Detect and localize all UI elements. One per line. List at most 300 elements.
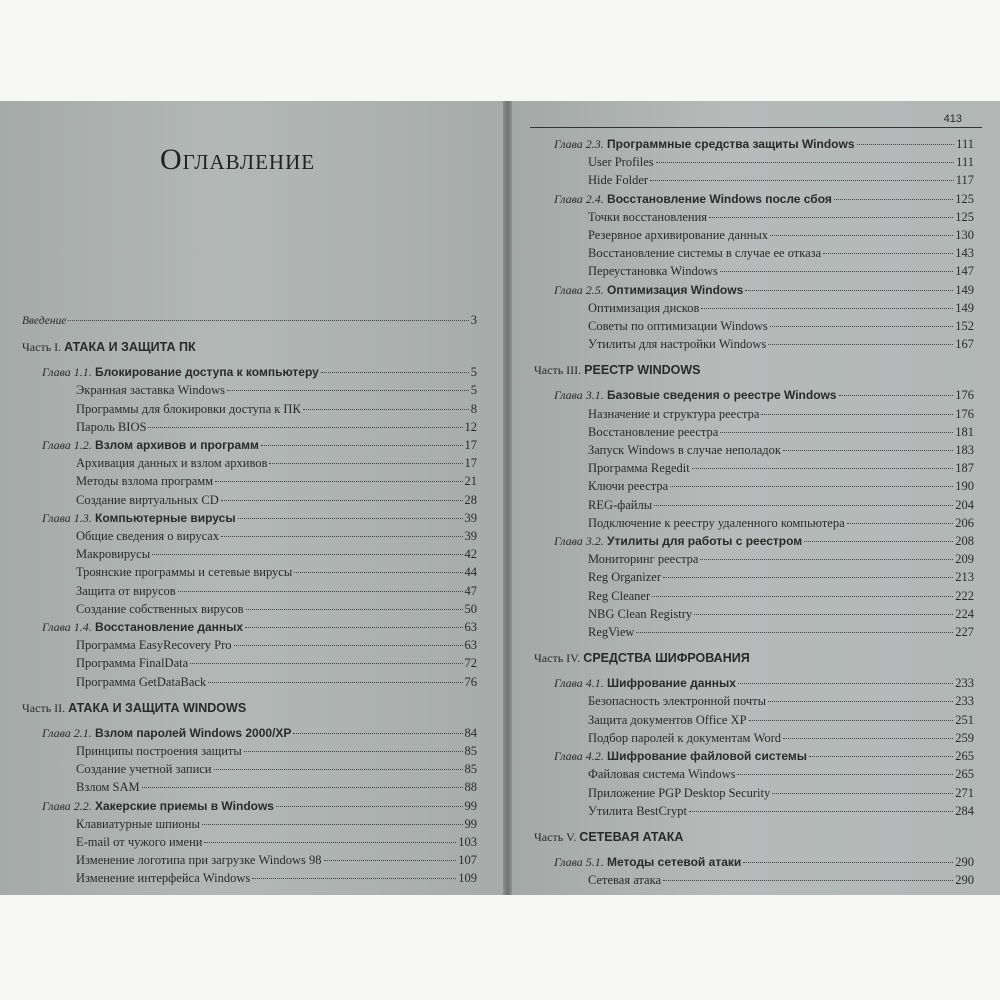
toc-page-number: 99 [464,798,477,813]
toc-entry-title: Создание учетной записи [76,762,212,777]
toc-page-number: 143 [955,246,974,261]
toc-chapter-row [534,674,974,692]
toc-page-number: 204 [955,497,974,512]
toc-page-number: 103 [458,835,477,850]
toc-sec-row [22,673,477,691]
toc-entry-title: Введение [22,315,67,327]
toc-entry-title: Reg Cleaner [588,588,651,603]
toc-page-number: 50 [464,601,477,616]
toc-sec-row [22,869,477,887]
toc-entry-title: Подключение к реестру удаленного компьютера [588,515,845,530]
toc-page-number: 125 [955,191,974,206]
toc-entry-title: Hide Folder [588,173,649,188]
dot-leader [770,235,953,236]
chapter-title: Программные средства защиты Windows [603,137,855,151]
chapter-title: Блокирование доступа к компьютеру [91,365,319,380]
toc-entry-title: Приложение PGP Desktop Security [588,785,771,800]
toc-sec-row [534,171,974,189]
toc-entry-title: Файловая система Windows [588,767,736,782]
toc-page-number: 63 [464,620,477,635]
toc-page-number: 149 [955,282,974,297]
toc-entry-title: Безопасность электронной почты [588,694,767,709]
chapter-label: Глава 1.2. [42,438,92,453]
dot-leader [720,271,953,272]
toc-page-number: 251 [955,712,974,727]
toc-page-number: 42 [464,547,477,562]
toc-page-number: 206 [955,515,974,530]
toc-page-number: 44 [464,565,477,580]
toc-page-number: 76 [464,674,477,689]
chapter-title: Базовые сведения о реестре Windows [603,388,837,403]
toc-page-number: 3 [470,313,477,327]
toc-page-number: 117 [955,173,974,188]
toc-entry-title: Точки восстановления [588,209,708,224]
toc-entry-title [42,436,259,454]
toc-sec-row [22,545,477,563]
dot-leader [321,372,469,373]
toc-chapter-row [22,724,477,742]
dot-leader [745,290,953,291]
dot-leader [227,390,469,391]
toc-chapter-row [22,436,477,454]
chapter-label: Глава 1.1. [42,365,92,380]
toc-entry-title: Подбор паролей к документам Word [588,730,782,745]
toc-entry-title [42,509,236,527]
toc-sec-row [22,742,477,760]
toc-entry-title: Программа EasyRecovery Pro [76,638,232,653]
toc-page-number: 224 [955,606,974,621]
chapter-label: Глава 1.3. [42,510,92,525]
toc-chapter-row [22,797,477,815]
dot-leader [234,645,463,646]
toc-entry-title: Утилиты для настройки Windows [588,337,767,352]
toc-entry-title [42,618,243,636]
toc-entry-title: Взлом SAM [76,780,140,795]
dot-leader [700,559,953,560]
toc-sec-row [22,472,477,490]
chapter-title: Компьютерные вирусы [91,510,236,525]
toc-entry-title: Оптимизация дисков [588,300,700,315]
dot-leader [663,577,953,578]
toc-sec-row [22,454,477,472]
toc-sec-row [22,418,477,436]
toc-entry-title: REG-файлы [588,497,653,512]
dot-leader [142,787,463,788]
dot-leader [214,769,463,770]
toc-entry-title: Восстановление реестра [588,424,719,439]
toc-chapter-row [22,509,477,527]
toc-page-number: 227 [955,625,974,640]
toc-page-number: 265 [955,767,974,782]
chapter-label: Глава 2.4. [554,191,604,206]
toc-page-number: 284 [955,803,974,818]
dot-leader [768,701,953,702]
toc-entry-title: Утилита BestCrypt [588,803,687,818]
dot-leader [656,162,955,163]
toc-sec-row [22,400,477,418]
dot-leader [809,756,953,757]
chapter-title: Шифрование файловой системы [603,749,808,764]
toc-page-number: 167 [955,337,974,352]
chapter-title: Методы сетевой атаки [603,854,742,869]
toc-sec-row [534,299,974,317]
toc-entry-title: Программы для блокировки доступа к ПК [76,401,301,416]
toc-sec-row [534,441,974,459]
toc-sec-row [534,226,974,244]
dot-leader [202,824,463,825]
toc-entry-title: Методы взлома программ [76,474,214,489]
toc-page-number: 85 [464,762,477,777]
toc-entry-title: Клавиатурные шпионы [76,816,200,831]
toc-page-number: 17 [464,438,477,453]
toc-entry-title: Создание виртуальных CD [76,492,219,507]
chapter-title: Восстановление данных [91,620,244,635]
toc-page-number: 28 [464,492,477,507]
chapter-label: Глава 1.4. [42,620,92,635]
dot-leader [245,627,462,628]
toc-sec-row [22,815,477,833]
dot-leader [293,733,462,734]
toc-sec-row [534,587,974,605]
toc-sec-row [534,692,974,710]
toc-page-number: 208 [955,534,974,549]
part-label: Часть IV. [534,651,584,666]
chapter-title: Хакерские приемы в Windows [91,798,274,813]
toc-entry-title: Защита документов Office XP [588,712,747,727]
toc-page-number: 149 [955,300,974,315]
right-toc-column [534,135,974,889]
toc-page-number: 111 [956,137,974,151]
part-heading [534,363,974,378]
part-label: Часть II. [22,700,69,715]
toc-sec-row [22,654,477,672]
toc-sec-row [22,381,477,399]
toc-sec-row [534,514,974,532]
dot-leader [636,632,953,633]
toc-chapter-row [534,190,974,208]
toc-sec-row [534,153,974,171]
dot-leader [294,572,462,573]
toc-page-number: 125 [955,209,974,224]
dot-leader [303,409,469,410]
chapter-label: Глава 2.3. [554,137,604,151]
part-heading [22,340,477,355]
dot-leader [743,862,953,863]
toc-sec-row [534,568,974,586]
toc-entry-title [554,386,837,404]
dot-leader [709,217,953,218]
part-title: АТАКА И ЗАЩИТА ПК [64,340,196,355]
toc-entry-title: Reg Organizer [588,570,662,585]
toc-chapter-row [22,618,477,636]
toc-page-number: 265 [955,749,974,764]
part-label: Часть V. [534,829,580,844]
toc-chapter-row [534,135,974,153]
book-gutter [503,101,512,895]
toc-entry-title: Экранная заставка Windows [76,383,225,398]
chapter-title: Восстановление Windows после сбоя [603,191,832,206]
dot-leader [152,554,462,555]
toc-entry-title: Общие сведения о вирусах [76,529,220,544]
dot-leader [221,500,463,501]
toc-page-number: 183 [955,443,974,458]
toc-page-number: 213 [955,570,974,585]
toc-entry-title: Защита от вирусов [76,583,176,598]
toc-page-number: 176 [955,388,974,403]
dot-leader [770,326,953,327]
toc-entry-title [42,363,319,381]
dot-leader [823,253,953,254]
header-rule [530,127,982,128]
dot-leader [276,806,463,807]
chapter-label: Глава 3.1. [554,388,604,403]
part-heading [534,830,974,845]
toc-page-number: 111 [956,155,974,170]
part-title: СРЕДСТВА ШИФРОВАНИЯ [583,651,750,666]
toc-sec-row [22,778,477,796]
toc-sec-row [22,833,477,851]
toc-entry-title: Сетевая атака [588,873,662,888]
toc-page-number: 290 [955,873,974,888]
toc-entry-title: Принципы построения защиты [76,744,242,759]
toc-entry-title: Программа FinalData [76,656,189,671]
toc-entry-title [554,135,855,153]
toc-page-number: 99 [464,816,477,831]
toc-intro-row [22,311,477,330]
toc-entry-title [554,190,832,208]
dot-leader [761,414,953,415]
page-title: Оглавление [160,143,316,176]
toc-sec-row [534,802,974,820]
toc-entry-title: Архивация данных и взлом архивов [76,456,268,471]
dot-leader [246,609,463,610]
dot-leader [650,180,954,181]
page-number: 413 [943,113,962,125]
toc-entry-title: Резервное архивирование данных [588,228,768,243]
chapter-label: Глава 4.2. [554,749,604,764]
dot-leader [324,860,457,861]
toc-page-number: 147 [955,264,974,279]
toc-entry-title: User Profiles [588,155,654,170]
toc-page-number: 181 [955,424,974,439]
chapter-title: Утилиты для работы с реестром [603,534,803,549]
toc-sec-row [534,496,974,514]
toc-sec-row [534,550,974,568]
dot-leader [670,486,953,487]
toc-entry-title [554,281,743,299]
dot-leader [720,432,953,433]
toc-page-number: 190 [955,479,974,494]
dot-leader [783,738,953,739]
part-label: Часть III. [534,363,585,378]
dot-leader [834,199,953,200]
left-toc-column [22,311,477,888]
right-page [512,101,1000,895]
dot-leader [208,682,462,683]
dot-leader [783,450,953,451]
toc-page-number: 72 [464,656,477,671]
chapter-label: Глава 2.5. [554,282,604,297]
toc-page-number: 222 [955,588,974,603]
toc-page-number: 5 [470,365,477,380]
toc-entry-title: Мониторинг реестра [588,552,699,567]
toc-entry-title: NBG Clean Registry [588,606,693,621]
toc-entry-title: Программа Regedit [588,461,690,476]
toc-entry-title [42,797,274,815]
toc-page-number: 152 [955,319,974,334]
toc-page-number: 209 [955,552,974,567]
dot-leader [738,683,953,684]
part-title: РЕЕСТР WINDOWS [584,363,701,378]
dot-leader [215,481,462,482]
toc-page-number: 271 [955,785,974,800]
toc-sec-row [534,244,974,262]
toc-sec-row [534,477,974,495]
toc-sec-row [22,851,477,869]
chapter-label: Глава 2.1. [42,725,92,740]
part-heading [534,651,974,666]
dot-leader [68,320,468,321]
chapter-title: Шифрование данных [603,676,736,691]
dot-leader [701,308,953,309]
toc-sec-row [22,527,477,545]
open-book [0,101,1000,895]
toc-sec-row [22,582,477,600]
chapter-label: Глава 3.2. [554,534,604,549]
dot-leader [749,720,954,721]
dot-leader [768,344,953,345]
toc-entry-title: RegView [588,625,635,640]
toc-page-number: 107 [458,853,477,868]
dot-leader [204,842,456,843]
part-label: Часть I. [22,340,65,355]
toc-entry-title: Изменение логотипа при загрузке Windows 98 [76,853,322,868]
dot-leader [269,463,462,464]
toc-page-number: 233 [955,676,974,691]
chapter-label: Глава 4.1. [554,676,604,691]
toc-sec-row [534,335,974,353]
toc-entry-title [42,724,291,742]
toc-sec-row [22,491,477,509]
dot-leader [772,793,953,794]
dot-leader [178,591,463,592]
toc-page-number: 17 [464,456,477,471]
chapter-title: Оптимизация Windows [603,282,744,297]
toc-page-number: 63 [464,638,477,653]
toc-entry-title: Изменение интерфейса Windows [76,871,251,886]
toc-sec-row [534,871,974,889]
chapter-title: Взлом архивов и программ [91,438,259,453]
toc-page-number: 130 [955,228,974,243]
toc-chapter-row [534,532,974,550]
toc-page-number: 39 [464,529,477,544]
toc-sec-row [534,765,974,783]
toc-sec-row [534,405,974,423]
toc-page-number: 109 [458,871,477,886]
toc-entry-title: E-mail от чужого имени [76,835,203,850]
toc-page-number: 12 [464,419,477,434]
dot-leader [694,614,953,615]
toc-entry-title [554,853,741,871]
toc-entry-title: Запуск Windows в случае неполадок [588,443,781,458]
dot-leader [221,536,462,537]
toc-entry-title: Троянские программы и сетевые вирусы [76,565,293,580]
dot-leader [148,427,462,428]
toc-entry-title: Переустановка Windows [588,264,718,279]
toc-page-number: 88 [464,780,477,795]
toc-sec-row [534,317,974,335]
dot-leader [663,880,953,881]
toc-sec-row [534,605,974,623]
part-title: СЕТЕВАЯ АТАКА [579,829,684,844]
toc-entry-title [554,532,802,550]
dot-leader [238,518,463,519]
dot-leader [252,878,456,879]
toc-entry-title: Ключи реестра [588,479,669,494]
chapter-label: Глава 2.2. [42,798,92,813]
toc-sec-row [534,711,974,729]
toc-page-number: 176 [955,406,974,421]
toc-entry-title [554,674,736,692]
toc-sec-row [534,459,974,477]
toc-sec-row [534,784,974,802]
dot-leader [737,774,953,775]
toc-page-number: 39 [464,510,477,525]
toc-sec-row [534,208,974,226]
toc-sec-row [534,423,974,441]
toc-entry-title: Пароль BIOS [76,419,147,434]
chapter-label: Глава 5.1. [554,854,604,869]
toc-sec-row [22,760,477,778]
toc-page-number: 259 [955,730,974,745]
toc-entry-title: Советы по оптимизации Windows [588,319,768,334]
dot-leader [857,144,955,145]
toc-sec-row [534,623,974,641]
toc-page-number: 84 [464,725,477,740]
toc-chapter-row [534,281,974,299]
dot-leader [244,751,463,752]
toc-entry-title [554,747,807,765]
toc-chapter-row [534,386,974,404]
toc-page-number: 233 [955,694,974,709]
toc-entry-title: Восстановление системы в случае ее отказа [588,246,822,261]
toc-chapter-row [534,747,974,765]
toc-sec-row [22,636,477,654]
dot-leader [190,663,462,664]
toc-page-number: 187 [955,461,974,476]
toc-chapter-row [534,853,974,871]
toc-sec-row [534,262,974,280]
dot-leader [804,541,953,542]
left-page [0,101,503,895]
toc-page-number: 47 [464,583,477,598]
toc-entry-title: Программа GetDataBack [76,674,207,689]
dot-leader [847,523,954,524]
chapter-title: Взлом паролей Windows 2000/XP [91,725,292,740]
toc-entry-title: Создание собственных вирусов [76,601,244,616]
toc-entry-title: Назначение и структура реестра [588,406,760,421]
toc-entry-title: Макровирусы [76,547,151,562]
toc-page-number: 290 [955,854,974,869]
dot-leader [654,505,953,506]
dot-leader [689,811,953,812]
dot-leader [839,395,954,396]
dot-leader [652,596,953,597]
dot-leader [261,445,463,446]
toc-page-number: 8 [470,401,477,416]
toc-page-number: 85 [464,744,477,759]
toc-sec-row [534,729,974,747]
